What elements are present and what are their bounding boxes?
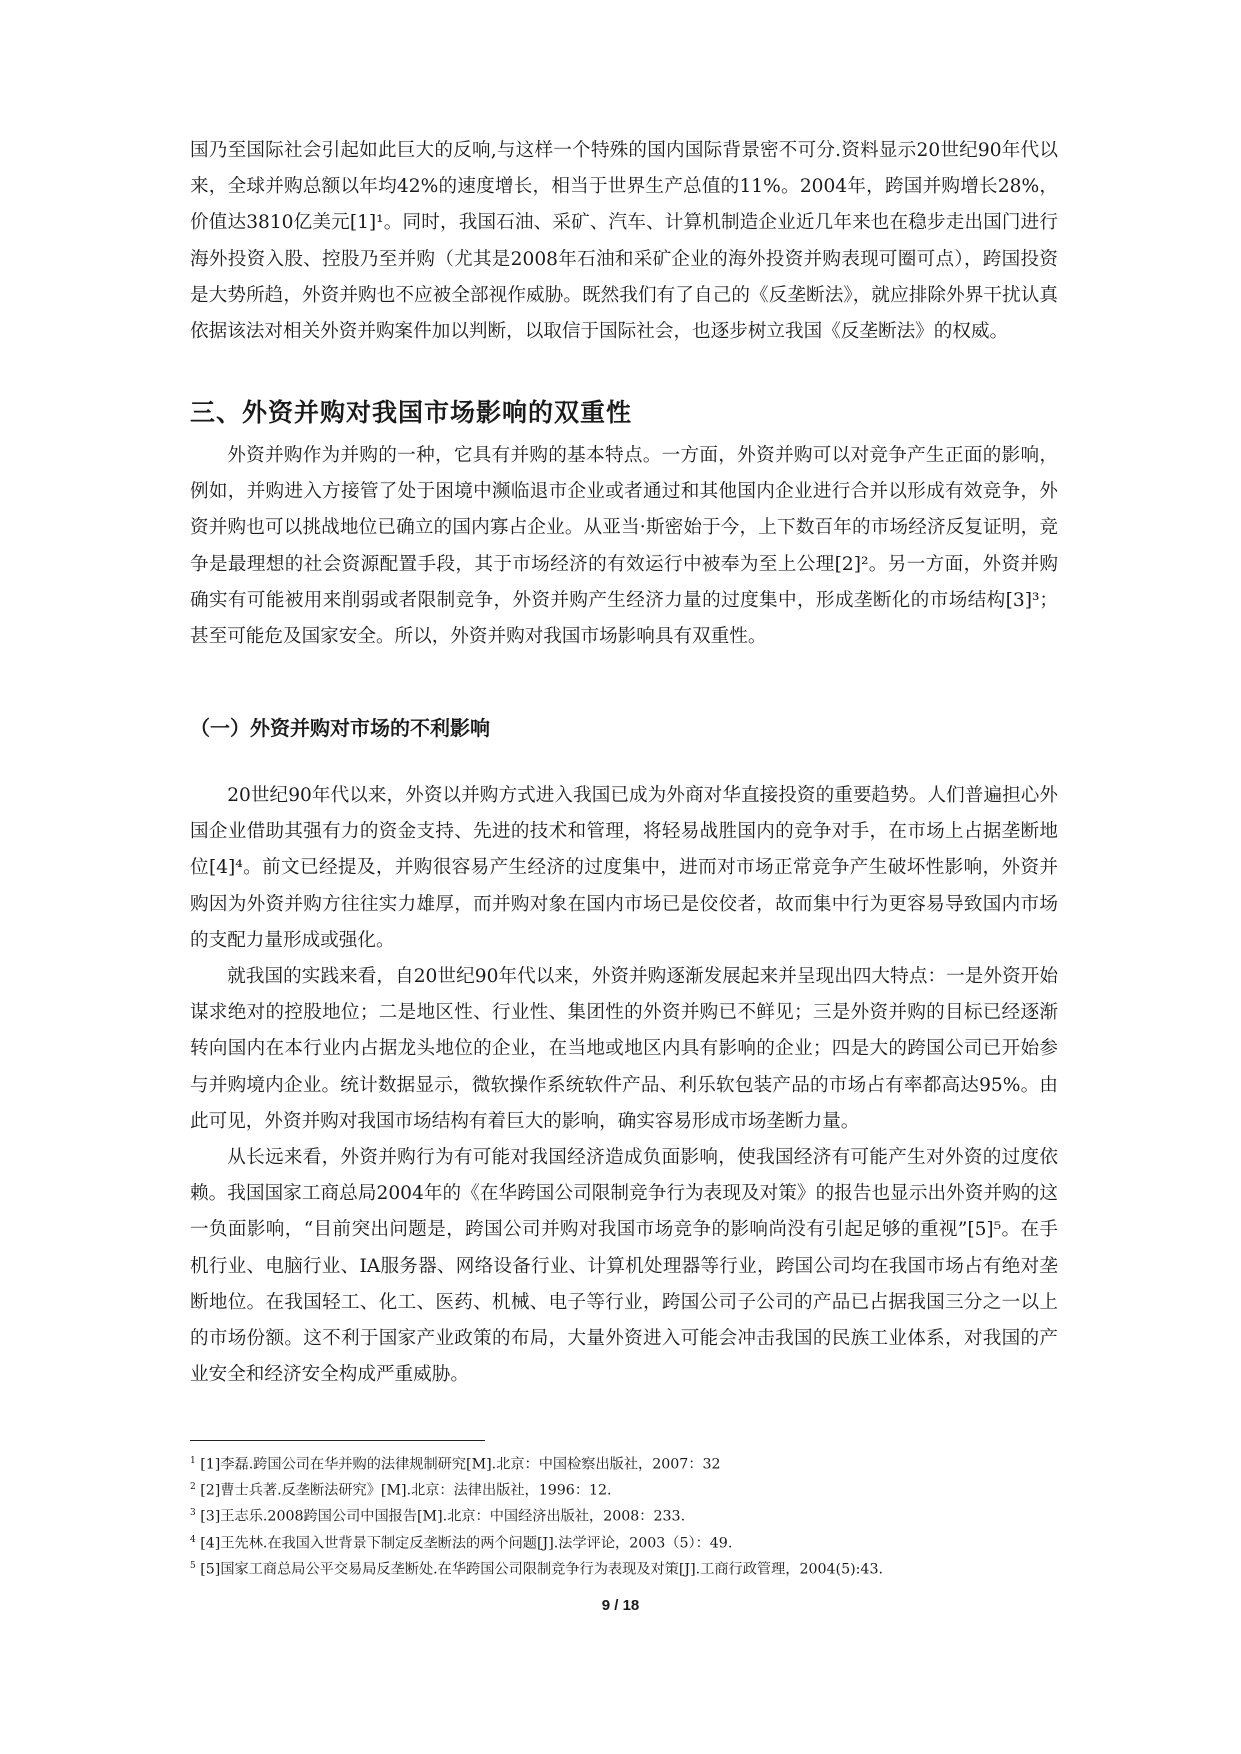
subsection-paragraph-1: 20世纪90年代以来，外资以并购方式进入我国已成为外商对华直接投资的重要趋势。人们普遍担心外国企业借助其强有力的资金支持、先进的技术和管理，将轻易战胜国内的竞争对手，在市场上占据垄断地位[4]⁴。前文已经提及，并购很容易产生经济的过度集中，进而对市场正常竞争产生破坏性影响，外资并购因为外资并购方往往实力雄厚，而并购对象在国内市场已是佼佼者，故而集中行为更容易导致国内市场的支配力量形成或强化。 bbox=[190, 785, 1058, 951]
section-heading: 三、外资并购对我国市场影响的双重性 bbox=[190, 398, 633, 427]
subsection-paragraph-2: 就我国的实践来看，自20世纪90年代以来，外资并购逐渐发展起来并呈现出四大特点：一是外资开始谋求绝对的控股地位；二是地区性、行业性、集团性的外资并购已不鲜见；三是外资并购的目标已经逐渐转向国内在本行业内占据龙头地位的企业，在当地或地区内具有影响的企业；四是大的跨国公司已开始参与并购境内企业。统计数据显示，微软操作系统软件产品、利乐软包装产品的市场占有率都高达95%。由此可见，外资并购对我国市场结构有着巨大的影响，确实容易形成市场垄断力量。 bbox=[190, 966, 1058, 1132]
footnote-2: $^2$ [2]曹士兵著.反垄断法研究》[M].北京：法律出版社，1996：12. bbox=[190, 1482, 612, 1499]
subsection-block bbox=[190, 778, 1058, 1393]
intro-block bbox=[190, 133, 1058, 350]
subsection-heading: （一）外资并购对市场的不利影响 bbox=[190, 716, 490, 740]
footnote-separator bbox=[190, 1440, 485, 1441]
subsection-paragraph-3: 从长远来看，外资并购行为有可能对我国经济造成负面影响，使我国经济有可能产生对外资的过度依赖。我国国家工商总局2004年的《在华跨国公司限制竞争行为表现及对策》的报告也显示出外资并购的这一负面影响，“目前突出问题是，跨国公司并购对我国市场竞争的影响尚没有引起足够的重视”[5]⁵。在手机行业、电脑行业、IA服务器、网络设备行业、计算机处理器等行业，跨国公司均在我国市场占有绝对垄断地位。在我国轻工、化工、医药、机械、电子等行业，跨国公司子公司的产品已占据我国三分之一以上的市场份额。这不利于国家产业政策的布局，大量外资进入可能会冲击我国的民族工业体系，对我国的产业安全和经济安全构成严重威胁。 bbox=[190, 1147, 1058, 1386]
section-block bbox=[190, 438, 1058, 655]
intro-paragraph: 国乃至国际社会引起如此巨大的反响,与这样一个特殊的国内国际背景密不可分.资料显示20世纪90年代以来，全球并购总额以年均42%的速度增长，相当于世界生产总值的11%。2004年，跨国并购增长28%，价值达3810亿美元[1]¹。同时，我国石油、采矿、汽车、计算机制造企业近几年来也在稳步走出国门进行海外投资入股、控股乃至并购（尤其是2008年石油和采矿企业的海外投资并购表现可圈可点），跨国投资是大势所趋，外资并购也不应被全部视作威胁。既然我们有了自己的《反垄断法》，就应排除外界干扰认真依据该法对相关外资并购案件加以判断，以取信于国际社会，也逐步树立我国《反垄断法》的权威。 bbox=[190, 140, 1058, 343]
footnote-4: $^4$ [4]王先林.在我国入世背景下制定反垄断法的两个问题[J].法学评论，2003（5）：49. bbox=[190, 1534, 733, 1552]
footnote-3: $^3$ [3]王志乐.2008跨国公司中国报告[M].北京：中国经济出版社，2008：233. bbox=[190, 1508, 686, 1526]
section-paragraph: 外资并购作为并购的一种，它具有并购的基本特点。一方面，外资并购可以对竞争产生正面的影响，例如，并购进入方接管了处于困境中濒临退市企业或者通过和其他国内企业进行合并以形成有效竞争，外资并购也可以挑战地位已确立的国内寡占企业。从亚当·斯密始于今，上下数百年的市场经济反复证明，竞争是最理想的社会资源配置手段，其于市场经济的有效运行中被奉为至上公理[2]²。另一方面，外资并购确实有可能被用来削弱或者限制竞争，外资并购产生经济力量的过度集中，形成垄断化的市场结构[3]³；甚至可能危及国家安全。所以，外资并购对我国市场影响具有双重性。 bbox=[190, 445, 1058, 648]
footnote-1: $^1$ [1]李磊.跨国公司在华并购的法律规制研究[M].北京：中国检察出版社，2007：32 bbox=[190, 1456, 721, 1473]
footnotes bbox=[190, 1450, 1060, 1581]
footnote-5: $^5$ [5]国家工商总局公平交易局反垄断处.在华跨国公司限制竞争行为表现及对策[J].工商行政管理，2004(5):43. bbox=[190, 1560, 883, 1578]
page-number: 9 / 18 bbox=[601, 1597, 640, 1614]
